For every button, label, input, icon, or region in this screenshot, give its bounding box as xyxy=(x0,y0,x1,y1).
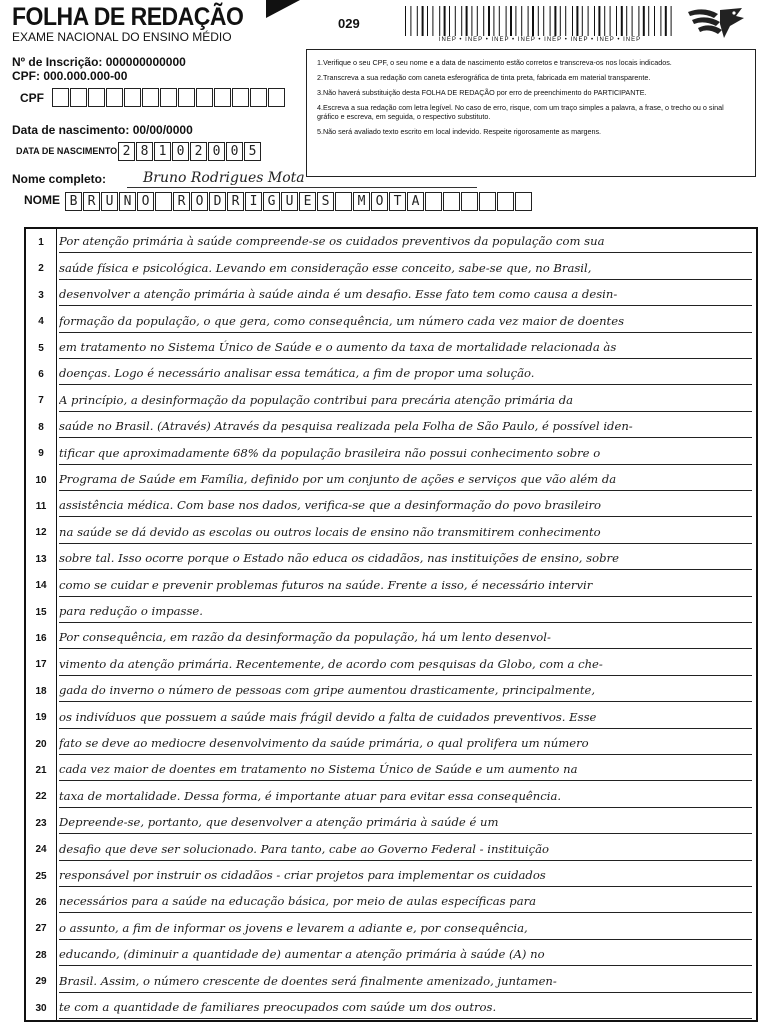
char-box[interactable] xyxy=(232,88,249,107)
dob-box-label: DATA DE NASCIMENTO xyxy=(16,146,118,156)
char-box[interactable]: O xyxy=(137,192,154,211)
line-number: 11 xyxy=(26,493,57,519)
line-text: saúde no Brasil. (Através) Através da pesquisa realizada pela Folha de São Paulo, é possível iden- xyxy=(59,416,752,438)
char-box[interactable] xyxy=(155,192,172,211)
char-box[interactable]: A xyxy=(407,192,424,211)
line-text: vimento da atenção primária. Recentemente, de acordo com pesquisas da Globo, com a che- xyxy=(59,654,752,676)
essay-line xyxy=(26,440,756,466)
char-box[interactable]: 8 xyxy=(136,142,153,161)
line-text: desafio que deve ser solucionado. Para tanto, cabe ao Governo Federal - instituição xyxy=(59,839,752,861)
essay-line xyxy=(26,757,756,783)
char-box[interactable] xyxy=(335,192,352,211)
line-number: 8 xyxy=(26,414,57,440)
char-box[interactable] xyxy=(142,88,159,107)
essay-line xyxy=(26,810,756,836)
line-text: gada do inverno o número de pessoas com gripe aumentou drasticamente, principalmente, xyxy=(59,680,752,702)
essay-line xyxy=(26,255,756,281)
cpf-input-boxes[interactable] xyxy=(52,88,286,107)
line-number: 19 xyxy=(26,704,57,730)
line-text: Brasil. Assim, o número crescente de doentes será finalmente amenizado, juntamen- xyxy=(59,971,752,993)
essay-line xyxy=(26,889,756,915)
barcode-icon xyxy=(405,6,675,36)
instruction-item: 2.Transcreva a sua redação com caneta esferográfica de tinta preta, fabricada em material transparente. xyxy=(317,73,651,82)
barcode-caption: INEP • INEP • INEP • INEP • INEP • INEP • INEP • INEP xyxy=(438,37,642,43)
line-number: 9 xyxy=(26,440,57,466)
line-text: te com a quantidade de familiares preocupados com saúde um dos outros. xyxy=(59,997,752,1019)
line-number: 14 xyxy=(26,572,57,598)
char-box[interactable] xyxy=(52,88,69,107)
line-number: 23 xyxy=(26,810,57,836)
line-number: 4 xyxy=(26,308,57,334)
line-text: o assunto, a fim de informar os jovens e levarem a adiante e, por consequência, xyxy=(59,918,752,940)
char-box[interactable]: 0 xyxy=(172,142,189,161)
form-number: 029 xyxy=(338,16,360,31)
line-number: 30 xyxy=(26,995,57,1021)
instruction-item: 3.Não haverá substituição desta FOLHA DE REDAÇÃO por erro de preenchimento do PARTICIPANTE. xyxy=(317,88,647,97)
char-box[interactable] xyxy=(124,88,141,107)
essay-line xyxy=(26,651,756,677)
instructions-box xyxy=(306,49,756,177)
char-box[interactable]: M xyxy=(353,192,370,211)
char-box[interactable] xyxy=(250,88,267,107)
char-box[interactable] xyxy=(515,192,532,211)
line-text: Por consequência, em razão da desinformação da população, há um lento desenvol- xyxy=(59,627,752,649)
line-text: na saúde se dá devido as escolas ou outros locais de ensino não transmitirem conhecimento xyxy=(59,522,752,544)
essay-line xyxy=(26,599,756,625)
char-box[interactable]: R xyxy=(227,192,244,211)
instruction-item: 1.Verifique o seu CPF, o seu nome e a data de nascimento estão corretos e transcreva-os nos locais indicados. xyxy=(317,58,672,67)
line-text: Por atenção primária à saúde compreende-se os cuidados preventivos da população com sua xyxy=(59,231,752,253)
char-box[interactable] xyxy=(443,192,460,211)
char-box[interactable]: R xyxy=(83,192,100,211)
char-box[interactable]: 1 xyxy=(154,142,171,161)
line-number: 5 xyxy=(26,335,57,361)
line-number: 16 xyxy=(26,625,57,651)
name-box-label: NOME xyxy=(24,193,60,207)
char-box[interactable]: O xyxy=(191,192,208,211)
char-box[interactable]: G xyxy=(263,192,280,211)
char-box[interactable] xyxy=(461,192,478,211)
char-box[interactable]: O xyxy=(371,192,388,211)
line-number: 21 xyxy=(26,757,57,783)
line-number: 24 xyxy=(26,836,57,862)
char-box[interactable] xyxy=(106,88,123,107)
essay-line xyxy=(26,229,756,255)
dob-text: Data de nascimento: 00/00/0000 xyxy=(12,123,193,137)
line-text: formação da população, o que gera, como consequência, um número cada vez maior de doentes xyxy=(59,311,752,333)
line-number: 29 xyxy=(26,968,57,994)
line-number: 17 xyxy=(26,651,57,677)
line-number: 1 xyxy=(26,229,57,255)
line-number: 26 xyxy=(26,889,57,915)
essay-line xyxy=(26,361,756,387)
line-number: 25 xyxy=(26,863,57,889)
line-number: 27 xyxy=(26,915,57,941)
line-number: 7 xyxy=(26,387,57,413)
essay-line xyxy=(26,387,756,413)
ministry-emblem-icon xyxy=(684,4,748,42)
char-box[interactable]: T xyxy=(389,192,406,211)
line-text: necessários para a saúde na educação básica, por meio de aulas específicas para xyxy=(59,891,752,913)
essay-line xyxy=(26,678,756,704)
line-number: 18 xyxy=(26,678,57,704)
instruction-item: 4.Escreva a sua redação com letra legível. No caso de erro, risque, com um traço simples a palavra, a frase, o trecho ou o sinal gráfico e escreva, em seguida, o respectivo substituto. xyxy=(317,103,724,121)
char-box[interactable] xyxy=(70,88,87,107)
essay-line xyxy=(26,942,756,968)
instruction-item: 5.Não será avaliado texto escrito em local indevido. Respeite rigorosamente as margens. xyxy=(317,127,602,136)
line-number: 2 xyxy=(26,255,57,281)
essay-line xyxy=(26,704,756,730)
char-box[interactable] xyxy=(479,192,496,211)
line-number: 13 xyxy=(26,546,57,572)
line-text: fato se deve ao mediocre desenvolvimento da saúde primária, o qual prolifera um número xyxy=(59,733,752,755)
line-text: taxa de mortalidade. Dessa forma, é importante atuar para evitar essa consequência. xyxy=(59,786,752,808)
line-text: assistência médica. Com base nos dados, verifica-se que a desinformação do povo brasileiro xyxy=(59,495,752,517)
char-box[interactable]: 5 xyxy=(244,142,261,161)
essay-line xyxy=(26,519,756,545)
char-box[interactable]: 2 xyxy=(190,142,207,161)
char-box[interactable]: S xyxy=(317,192,334,211)
line-number: 12 xyxy=(26,519,57,545)
char-box[interactable] xyxy=(268,88,285,107)
char-box[interactable]: E xyxy=(299,192,316,211)
char-box[interactable]: N xyxy=(119,192,136,211)
essay-line xyxy=(26,995,756,1021)
char-box[interactable]: 0 xyxy=(208,142,225,161)
line-text: em tratamento no Sistema Único de Saúde e o aumento da taxa de mortalidade relacionada às xyxy=(59,337,752,359)
char-box[interactable] xyxy=(160,88,177,107)
line-text: Programa de Saúde em Família, definido por um conjunto de ações e serviços que vão além da xyxy=(59,469,752,491)
essay-line xyxy=(26,467,756,493)
essay-line xyxy=(26,625,756,651)
char-box[interactable] xyxy=(196,88,213,107)
char-box[interactable]: 2 xyxy=(118,142,135,161)
essay-line xyxy=(26,836,756,862)
line-number: 22 xyxy=(26,783,57,809)
form-title: FOLHA DE REDAÇÃO xyxy=(12,2,244,31)
line-text: cada vez maior de doentes em tratamento no Sistema Único de Saúde e um aumento na xyxy=(59,759,752,781)
line-text: A princípio, a desinformação da população contribui para precária atenção primária da xyxy=(59,390,752,412)
cpf-box-label: CPF xyxy=(20,91,44,105)
char-box[interactable] xyxy=(497,192,514,211)
essay-line xyxy=(26,282,756,308)
char-box[interactable]: U xyxy=(101,192,118,211)
line-text: como se cuidar e prevenir problemas futuros na saúde. Frente a isso, é necessário intervir xyxy=(59,575,752,597)
line-text: educando, (diminuir a quantidade de) aumentar a atenção primária à saúde (A) no xyxy=(59,944,752,966)
line-number: 3 xyxy=(26,282,57,308)
line-number: 15 xyxy=(26,599,57,625)
exam-subtitle: EXAME NACIONAL DO ENSINO MÉDIO xyxy=(12,30,232,44)
line-text: desenvolver a atenção primária à saúde ainda é um desafio. Esse fato tem como causa a desin- xyxy=(59,284,752,306)
essay-line xyxy=(26,414,756,440)
full-name-handwritten: Bruno Rodrigues Mota xyxy=(143,170,305,186)
full-name-underline xyxy=(127,187,477,188)
essay-line xyxy=(26,968,756,994)
corner-registration-mark xyxy=(266,0,300,18)
char-box[interactable] xyxy=(425,192,442,211)
essay-line xyxy=(26,783,756,809)
line-text: os indivíduos que possuem a saúde mais frágil devido a falta de cuidados preventivos. Esse xyxy=(59,707,752,729)
essay-line xyxy=(26,915,756,941)
char-box[interactable]: 0 xyxy=(226,142,243,161)
char-box[interactable]: D xyxy=(209,192,226,211)
line-number: 20 xyxy=(26,731,57,757)
line-text: sobre tal. Isso ocorre porque o Estado não educa os cidadãos, nas instituições de ensino, sobre xyxy=(59,548,752,570)
line-text: saúde física e psicológica. Levando em consideração esse conceito, sabe-se que, no Brasil, xyxy=(59,258,752,280)
char-box[interactable]: I xyxy=(245,192,262,211)
line-text: para redução o impasse. xyxy=(59,601,752,623)
char-box[interactable]: U xyxy=(281,192,298,211)
line-number: 6 xyxy=(26,361,57,387)
full-name-label: Nome completo: xyxy=(12,172,107,186)
essay-line xyxy=(26,308,756,334)
essay-line xyxy=(26,493,756,519)
line-text: tificar que aproximadamente 68% da população brasileira não possui conhecimento sobre o xyxy=(59,443,752,465)
line-number: 28 xyxy=(26,942,57,968)
line-text: doenças. Logo é necessário analisar essa temática, a fim de propor uma solução. xyxy=(59,363,752,385)
essay-line xyxy=(26,863,756,889)
char-box[interactable] xyxy=(178,88,195,107)
essay-line xyxy=(26,546,756,572)
char-box[interactable] xyxy=(88,88,105,107)
char-box[interactable]: B xyxy=(65,192,82,211)
inscription-number: Nº de Inscrição: 000000000000 xyxy=(12,55,186,69)
essay-grid xyxy=(24,227,758,1022)
name-input-boxes[interactable] xyxy=(65,192,533,211)
line-text: responsável por instruir os cidadãos - criar projetos para implementar os cuidados xyxy=(59,865,752,887)
dob-input-boxes[interactable] xyxy=(118,142,262,161)
char-box[interactable] xyxy=(214,88,231,107)
essay-line xyxy=(26,731,756,757)
char-box[interactable]: R xyxy=(173,192,190,211)
essay-line xyxy=(26,335,756,361)
cpf-number: CPF: 000.000.000-00 xyxy=(12,69,128,83)
line-number: 10 xyxy=(26,467,57,493)
essay-line xyxy=(26,572,756,598)
line-text: Depreende-se, portanto, que desenvolver a atenção primária à saúde é um xyxy=(59,812,752,834)
